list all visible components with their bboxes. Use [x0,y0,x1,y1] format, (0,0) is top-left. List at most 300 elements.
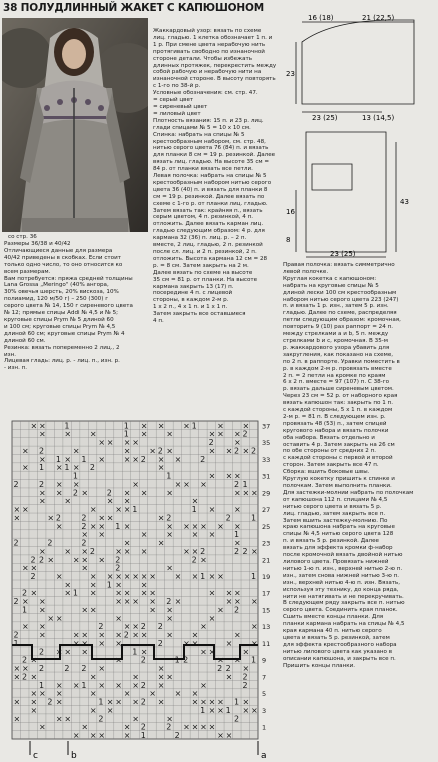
stitch-mark: × [98,530,106,540]
stitch-mark: 2 [157,622,163,632]
row-number: 35 [262,439,271,448]
stitch-mark: 1 [251,572,257,581]
stitch-mark: × [174,597,182,607]
stitch-mark: 2 [157,446,163,456]
stitch-mark: × [132,454,139,464]
stitch-mark: × [183,722,190,732]
stitch-mark: × [217,572,224,581]
stitch-mark: × [140,421,148,431]
stitch-mark: 1 [38,680,45,690]
stitch-mark: × [234,655,241,665]
stitch-mark: × [234,438,241,448]
stitch-mark: 1 [115,521,121,531]
stitch-mark: × [234,538,241,548]
stitch-mark: 2 [242,546,248,556]
stitch-mark: × [72,638,80,648]
stitch-mark: × [55,463,63,473]
stitch-mark: × [132,697,139,707]
stitch-mark: × [225,597,233,607]
stitch-mark: × [166,605,173,615]
stitch-mark: × [38,605,46,615]
stitch-mark: × [13,664,21,674]
stitch-mark: 2 [140,622,146,632]
stitch-mark: × [89,605,97,615]
stitch-mark: 2 [13,597,19,607]
stitch-mark: 2 [81,664,87,674]
stitch-mark: × [47,555,55,565]
sch-label-yoke-w2: 13 (14,5) [362,114,395,122]
stitch-mark: × [140,530,148,540]
stitch-mark: × [217,605,224,615]
stitch-mark: × [166,429,173,439]
stitch-mark: × [200,622,207,632]
stitch-mark: × [21,563,29,573]
stitch-mark: 1 [98,697,104,707]
stitch-mark: 2 [81,538,87,548]
stitch-mark: × [191,546,199,556]
stitch-mark: 1 [123,429,129,439]
stitch-mark: 1 [123,421,129,431]
stitch-mark: × [89,705,97,715]
stitch-mark: × [200,521,207,531]
stitch-mark: 2 [38,664,45,674]
row-number: 15 [262,606,271,615]
stitch-mark: × [123,689,131,699]
stitch-mark: × [30,563,38,573]
stitch-mark: × [38,421,46,431]
stitch-mark: × [242,664,250,674]
stitch-mark: × [208,471,216,481]
arrow-a: a [261,751,267,761]
stitch-mark: × [200,647,207,657]
stitch-mark: × [242,647,250,657]
stitch-mark: × [123,731,131,740]
stitch-mark: × [225,588,233,598]
stitch-mark: × [89,731,97,740]
stitch-mark: × [149,572,156,581]
stitch-mark: × [166,563,173,573]
stitch-mark: × [89,588,97,598]
stitch-mark: 1 [64,421,70,431]
stitch-mark: 1 [234,530,240,540]
stitch-mark: × [200,680,207,690]
stitch-mark: × [115,613,122,623]
stitch-mark: × [149,689,156,699]
stitch-mark: 2 [123,630,129,640]
stitch-mark: × [81,488,89,498]
stitch-mark: × [208,647,216,657]
stitch-mark: × [38,496,46,506]
stitch-mark: 2 [47,538,53,548]
stitch-mark: × [89,429,97,439]
stitch-mark: × [140,647,148,657]
row-number: 21 [262,556,271,565]
row-number: 1 [262,723,267,732]
stitch-mark: 2 [30,555,36,565]
stitch-mark: × [55,488,63,498]
stitch-mark: × [72,463,80,473]
stitch-mark: × [208,446,216,456]
model-photo [2,18,148,232]
stitch-mark: × [72,446,80,456]
stitch-mark: × [191,521,199,531]
stitch-mark: × [234,471,241,481]
stitch-mark: × [13,505,21,515]
stitch-mark: × [123,588,131,598]
stitch-mark: × [149,597,156,607]
stitch-mark: × [115,505,122,515]
stitch-mark: 2 [115,555,121,565]
stitch-mark: × [81,546,89,556]
stitch-mark: × [115,597,122,607]
stitch-mark: × [208,530,216,540]
stitch-mark: 2 [38,446,45,456]
stitch-mark: × [217,697,224,707]
stitch-mark: 2 [251,446,257,456]
stitch-mark: × [55,680,63,690]
stitch-mark: 2 [225,664,231,674]
stitch-mark: 1 [81,454,87,464]
stitch-mark: × [81,530,89,540]
stitch-mark: × [157,538,165,548]
stitch-mark: × [225,672,233,682]
stitch-mark: 2 [191,555,197,565]
stitch-mark: × [123,488,131,498]
stitch-mark: 2 [242,672,248,682]
stitch-mark: × [89,672,97,682]
stitch-mark: × [251,488,258,498]
stitch-mark: × [234,630,241,640]
stitch-mark: × [115,588,122,598]
stitch-mark: 1 [200,572,206,581]
stitch-mark: × [106,438,114,448]
stitch-mark: × [217,421,224,431]
stitch-mark: × [157,421,165,431]
stitch-mark: × [30,689,38,699]
stitch-mark: 1 [140,731,146,740]
stitch-mark: × [13,513,21,523]
stitch-mark: 2 [55,513,62,523]
stitch-mark: × [81,638,89,648]
stitch-mark: × [149,605,156,615]
stitch-mark: × [140,580,148,590]
stitch-mark: × [55,479,63,489]
stitch-mark: × [55,689,63,699]
stitch-mark: × [166,714,173,724]
stitch-mark: × [123,521,131,531]
stitch-mark: × [123,572,131,581]
stitch-mark: × [191,630,199,640]
stitch-mark: × [200,479,207,489]
stitch-mark: × [64,496,72,506]
stitch-mark: 1 [81,680,87,690]
stitch-mark: × [72,731,80,740]
stitch-mark: 2 [89,546,95,556]
stitch-mark: × [123,454,131,464]
stitch-mark: 2 [225,513,231,523]
stitch-mark: × [157,697,165,707]
stitch-mark: 2 [21,655,28,665]
stitch-mark: × [166,488,173,498]
stitch-mark: × [13,697,21,707]
stitch-mark: 2 [217,664,223,674]
stitch-mark: 1 [166,471,172,481]
stitch-mark: × [251,546,258,556]
stitch-mark: × [106,697,114,707]
stitch-mark: × [115,655,122,665]
stitch-mark: × [21,446,29,456]
arrow-c: c [33,751,38,761]
stitch-mark: × [166,530,173,540]
stitch-mark: × [98,680,106,690]
stitch-mark: 2 [234,479,240,489]
stitch-mark: × [183,479,190,489]
row-number: 3 [262,706,267,715]
row-number: 29 [262,489,271,498]
sch-label-top2: 21 (22,5) [362,14,395,22]
stitch-mark: × [132,714,139,724]
stitch-mark: × [89,521,97,531]
sch-label-pocket: 16 [286,208,295,216]
stitch-mark: × [251,622,258,632]
stitch-mark: 1 [72,588,78,598]
stitch-mark: × [132,572,139,581]
stitch-mark: × [191,689,199,699]
stitch-mark: × [72,479,80,489]
stitch-mark: × [30,421,38,431]
stitch-mark: × [21,597,29,607]
stitch-mark: 2 [234,605,240,615]
stitch-mark: × [106,496,114,506]
stitch-mark: × [123,622,131,632]
stitch-mark: × [72,680,80,690]
stitch-mark: × [217,705,224,715]
row-number: 13 [262,623,271,632]
stitch-mark: × [64,454,72,464]
stitch-mark: × [183,638,190,648]
stitch-mark: × [89,689,97,699]
stitch-mark: × [132,672,139,682]
stitch-mark: × [30,672,38,682]
stitch-mark: × [183,521,190,531]
stitch-mark: 2 [166,722,172,732]
stitch-mark: × [98,521,106,531]
row-number: 17 [262,589,271,598]
stitch-mark: × [115,546,122,556]
stitch-mark: × [166,521,173,531]
stitch-mark: × [140,588,148,598]
stitch-mark: 2 [81,521,87,531]
stitch-mark: × [191,496,199,506]
stitch-mark: × [200,555,207,565]
stitch-mark: × [123,546,131,556]
text-column-1: Размеры 36/38 и 40/42 Отличающиеся данные для размера 40/42 приведены в скобках. Если стоит только одно число, то оно относится ко всем размерам. Вам потребуется: пряжа средней толщины Lana Grossa „Meringo" (40% ангора, 30% овечья шерсть, 20% вискоза, 10% полиамид, 120 м/50 г) – 250 (300) г серого цвета № 14, 150 г сиреневого цвета № 12; прямые спицы Addi № 4,5 и № 5; круговые спицы Prym № 5 длиной 60 и 100 см; круговые спицы Prym № 4,5 длиной 60 см; круговые спицы Prym № 4 длиной 60 см. Резинка: вязать попеременно 2 лиц., 2 изн. Лицевая гладь: лиц. р. - лиц. п., изн. р. - изн. п. [4,241,133,372]
stitch-mark: 1 [191,505,197,515]
stitch-mark: × [55,647,63,657]
row-number: 7 [262,673,267,682]
stitch-mark: × [183,546,190,556]
stitch-mark: 2 [72,488,78,498]
stitch-mark: × [234,488,241,498]
stitch-mark: × [13,672,21,682]
stitch-mark: × [115,638,122,648]
stitch-mark: × [123,446,131,456]
stitch-mark: × [191,638,199,648]
stitch-mark: 1 [174,655,180,665]
photo-caption: со стр. 36 [8,234,37,240]
sch-label-length: 43 [400,198,409,206]
stitch-mark: × [132,597,139,607]
stitch-mark: × [225,446,233,456]
stitch-mark: × [242,421,250,431]
stitch-mark: × [98,731,106,740]
stitch-mark: 2 [234,446,240,456]
stitch-mark: 2 [174,731,180,740]
stitch-mark: × [55,521,63,531]
stitch-mark: × [38,630,46,640]
stitch-mark: × [234,429,241,439]
knitting-chart [0,419,280,762]
stitch-mark: × [55,697,63,707]
stitch-mark: 2 [38,647,45,657]
stitch-mark: × [64,714,72,724]
stitch-mark: 2 [13,479,19,489]
stitch-mark: × [157,463,165,473]
stitch-mark: × [64,429,72,439]
stitch-mark: 2 [64,664,70,674]
stitch-mark: × [208,697,216,707]
stitch-mark: × [251,638,258,648]
stitch-mark: × [55,572,63,581]
stitch-mark: × [217,655,224,665]
stitch-mark: × [200,722,207,732]
stitch-mark: × [21,664,29,674]
stitch-mark: 2 [38,555,45,565]
stitch-mark: × [64,580,72,590]
stitch-mark: × [55,714,63,724]
stitch-mark: 2 [98,714,104,724]
stitch-mark: × [191,722,199,732]
text-column-4: Правая полочка: вязать симметрично левой полочке. Круглая кокетка с капюшоном: набрать на круговые спицы № 5 длиной лески 100 см крестообразным набором нитью серого цвета 223 (247) п. и вязать 1 р. изн., затем 5 р. изн. гладью. Далее по схеме, распределяя петли следующим образом: кромочная, повторить 9 (10) раз раппорт = 24 п. между стрелками а и b, 5 п. между стрелками b и c, кромочная. В 35-м р. жаккардового узора убавить для закругления, как показано на схеме, по 2 п. в раппорте. Уравки поместить в р. в каждом 2-м р. провязать вместе 2 п. = 2 петли на кромке по краям 6 х 2 п. вместе = 97 (107) п. С 38-го р. вязать дальше сиреневым цветом. Через 23 см = 52 р. от наборного края вязать капюшон так: закрыть по 1 п. с каждой стороны, 5 х 1 п. в каждом 2-м р. = 81 п. В следующем изн. р. провязать 48 (53) п., затем спицей кругового набора и вязать полочки оба набора. Вязать отдельно и оставить 4 р. Затем закрыть на 26 см по обе стороны от средних 2 п. с каждой стороны с первой и второй сторон. Затем закрыть все 47 п. Сборка: вшить боковые швы. Круглую кокетку пришить к спинке и полочкам. Затем выполнить планки. Для застежки-молнии набрать по полочкам от капюшона 112 п. спицами № 4,5 нитью серого цвета и вязать 5 р. лиц. гладью, затем закрыть все п. Затем вшить застежку-молнию. По краю капюшона набрать на круговые спицы № 4,5 нитью серого цвета 128 п. и вязать 5 р. резинкой. Далее вязать для эффекта кромки ф-набор после кромочной вязать двойной нитью лилового цвета. Провязать нижней нитью 1-ю п. изн., верхней нитью 2-ю п. изн., затем снова нижней нитью 3-ю п. изн., верхней нитью 4-ю п. изн. Вязать, используя эту технику, до конца ряда, нити не натягивать и не перекручивать. В следующем ряду закрыть все п. нитью серого цвета. Соединить края планок. Сшить вместе концы планки. Для планки кармана набрать на спицы № 4,5 края кармана 40 п. нитью серого цвета и вязать 5 р. резинкой, затем для эффекта крестообразного набора нитью лилового цвета как указано в описании капюшона, и закрыть все п. Пришить концы планки. [283,262,414,669]
stitch-mark: × [106,705,114,715]
stitch-mark: × [89,580,97,590]
stitch-mark: × [217,429,224,439]
row-number: 25 [262,522,271,531]
stitch-mark: 1 [200,705,206,715]
stitch-mark: × [174,689,182,699]
stitch-mark: 1 [72,471,78,481]
stitch-mark: × [81,630,89,640]
stitch-mark: × [30,697,38,707]
row-number: 5 [262,690,267,699]
stitch-mark: 1 [251,655,257,665]
stitch-mark: × [72,630,80,640]
stitch-mark: × [123,496,131,506]
stitch-mark: × [30,705,38,715]
stitch-mark: × [225,638,233,648]
stitch-mark: 2 [140,454,146,464]
row-number: 31 [262,472,271,481]
stitch-mark: × [38,622,46,632]
stitch-mark: × [115,697,122,707]
stitch-mark: 1 [251,513,257,523]
stitch-mark: × [115,630,122,640]
stitch-mark: 1 [13,638,19,648]
stitch-mark: × [140,572,148,581]
sch-label-width: 23 (25) [330,250,356,258]
stitch-mark: × [72,555,80,565]
stitch-mark: × [30,588,38,598]
stitch-mark: × [106,513,114,523]
stitch-mark: × [98,454,106,464]
stitch-mark: 2 [89,463,95,473]
stitch-mark: × [98,664,106,674]
stitch-mark: × [30,655,38,665]
stitch-mark: × [64,546,72,556]
stitch-mark: 2 [30,572,36,581]
stitch-mark: 1 [242,479,248,489]
stitch-mark: 2 [140,655,146,665]
stitch-mark: × [149,588,156,598]
stitch-mark: × [157,664,165,674]
row-number: 23 [262,539,271,548]
stitch-mark: × [157,454,165,464]
stitch-mark: × [149,446,156,456]
stitch-mark: × [157,680,165,690]
stitch-mark: × [47,513,55,523]
stitch-mark: 2 [140,722,146,732]
stitch-mark: × [174,572,182,581]
stitch-mark: × [98,630,106,640]
stitch-mark: × [132,438,139,448]
stitch-mark: 2 [98,622,104,632]
stitch-mark: × [208,505,216,515]
stitch-mark: × [38,488,46,498]
stitch-mark: × [132,680,139,690]
stitch-mark: × [174,454,182,464]
stitch-mark: × [98,555,106,565]
stitch-mark: 1 [132,505,138,515]
stitch-mark: × [98,438,106,448]
stitch-mark: × [242,705,250,715]
stitch-mark: × [140,630,148,640]
row-number: 37 [262,422,271,431]
stitch-mark: × [123,597,131,607]
arrow-b: b [71,751,77,761]
stitch-mark: 2 [242,680,248,690]
stitch-mark: × [115,572,122,581]
stitch-mark: × [208,429,216,439]
stitch-mark: 1 [191,421,197,431]
stitch-mark: 2 [157,638,163,648]
stitch-mark: × [217,731,224,740]
stitch-mark: × [140,429,148,439]
stitch-mark: × [208,572,216,581]
stitch-mark: × [115,580,122,590]
stitch-mark: × [38,689,46,699]
stitch-mark: × [21,505,29,515]
stitch-mark: 2 [140,697,146,707]
stitch-mark: × [174,479,182,489]
stitch-mark: × [140,546,148,556]
stitch-mark: × [21,622,29,632]
stitch-mark: × [166,613,173,623]
stitch-mark: × [123,438,131,448]
stitch-mark: × [64,647,72,657]
stitch-mark: × [81,722,89,732]
stitch-mark: × [157,513,165,523]
stitch-mark: 2 [183,655,189,665]
